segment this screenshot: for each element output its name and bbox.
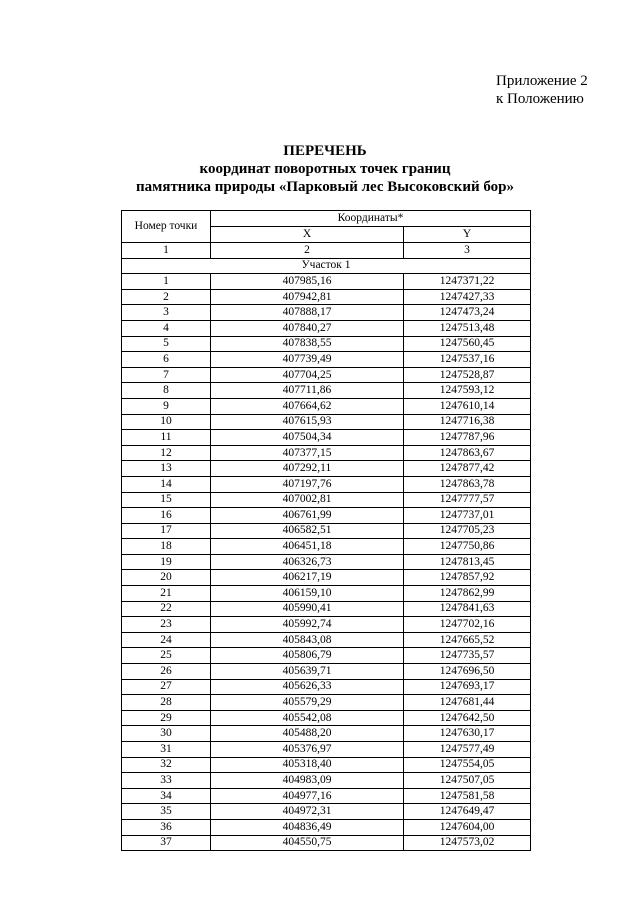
x-coordinate-cell: 405376,97 — [211, 742, 404, 758]
section-row — [122, 258, 531, 274]
y-coordinate-cell: 1247705,23 — [404, 523, 531, 539]
y-coordinate-cell: 1247877,42 — [404, 461, 531, 477]
y-coordinate-cell: 1247681,44 — [404, 695, 531, 711]
x-coordinate-cell: 405488,20 — [211, 726, 404, 742]
table-row — [122, 336, 531, 352]
table-row — [122, 710, 531, 726]
x-coordinate-cell: 407739,49 — [211, 352, 404, 368]
column-number: 3 — [404, 243, 531, 259]
point-number-cell: 6 — [122, 352, 211, 368]
point-number-cell: 26 — [122, 664, 211, 680]
table-row — [122, 835, 531, 851]
x-coordinate-cell: 404972,31 — [211, 804, 404, 820]
table-row — [122, 788, 531, 804]
point-number-cell: 24 — [122, 632, 211, 648]
column-number: 1 — [122, 243, 211, 259]
x-coordinate-cell: 407377,15 — [211, 445, 404, 461]
x-coordinate-cell: 404550,75 — [211, 835, 404, 851]
point-number-cell: 36 — [122, 819, 211, 835]
x-coordinate-cell: 404983,09 — [211, 773, 404, 789]
x-coordinate-cell: 406582,51 — [211, 523, 404, 539]
table-row — [122, 617, 531, 633]
x-coordinate-cell: 406217,19 — [211, 570, 404, 586]
y-coordinate-cell: 1247604,00 — [404, 819, 531, 835]
x-coordinate-cell: 407002,81 — [211, 492, 404, 508]
x-coordinate-cell: 405990,41 — [211, 601, 404, 617]
appendix-line-1: Приложение 2 — [496, 73, 588, 89]
table-row — [122, 274, 531, 290]
coordinates-table-body — [122, 211, 531, 851]
point-number-cell: 16 — [122, 508, 211, 524]
y-coordinate-cell: 1247777,57 — [404, 492, 531, 508]
section-label: Участок 1 — [122, 258, 531, 274]
y-coordinate-cell: 1247693,17 — [404, 679, 531, 695]
y-coordinate-cell: 1247573,02 — [404, 835, 531, 851]
point-number-cell: 33 — [122, 773, 211, 789]
table-row — [122, 508, 531, 524]
point-number-cell: 10 — [122, 414, 211, 430]
appendix-line-2: к Положению — [496, 91, 584, 107]
point-number-cell: 12 — [122, 445, 211, 461]
table-row — [122, 586, 531, 602]
table-row — [122, 819, 531, 835]
point-number-cell: 15 — [122, 492, 211, 508]
point-number-cell: 25 — [122, 648, 211, 664]
y-coordinate-cell: 1247696,50 — [404, 664, 531, 680]
table-row — [122, 461, 531, 477]
x-coordinate-cell: 407840,27 — [211, 320, 404, 336]
appendix-label — [496, 72, 588, 108]
table-row — [122, 383, 531, 399]
table-row — [122, 554, 531, 570]
y-coordinate-cell: 1247528,87 — [404, 367, 531, 383]
header-point-number: Номер точки — [122, 211, 211, 243]
y-coordinate-cell: 1247813,45 — [404, 554, 531, 570]
header-y: Y — [404, 227, 531, 243]
y-coordinate-cell: 1247716,38 — [404, 414, 531, 430]
coordinates-table — [121, 210, 531, 851]
y-coordinate-cell: 1247554,05 — [404, 757, 531, 773]
table-row — [122, 289, 531, 305]
x-coordinate-cell: 405639,71 — [211, 664, 404, 680]
point-number-cell: 4 — [122, 320, 211, 336]
point-number-cell: 17 — [122, 523, 211, 539]
point-number-cell: 14 — [122, 476, 211, 492]
x-coordinate-cell: 407664,62 — [211, 398, 404, 414]
table-row — [122, 695, 531, 711]
point-number-cell: 3 — [122, 305, 211, 321]
point-number-cell: 7 — [122, 367, 211, 383]
table-row — [122, 523, 531, 539]
y-coordinate-cell: 1247630,17 — [404, 726, 531, 742]
y-coordinate-cell: 1247537,16 — [404, 352, 531, 368]
y-coordinate-cell: 1247649,47 — [404, 804, 531, 820]
x-coordinate-cell: 407197,76 — [211, 476, 404, 492]
point-number-cell: 23 — [122, 617, 211, 633]
table-row — [122, 476, 531, 492]
x-coordinate-cell: 407888,17 — [211, 305, 404, 321]
table-row — [122, 773, 531, 789]
y-coordinate-cell: 1247863,67 — [404, 445, 531, 461]
x-coordinate-cell: 404977,16 — [211, 788, 404, 804]
point-number-cell: 22 — [122, 601, 211, 617]
point-number-cell: 28 — [122, 695, 211, 711]
y-coordinate-cell: 1247787,96 — [404, 430, 531, 446]
point-number-cell: 13 — [122, 461, 211, 477]
x-coordinate-cell: 406159,10 — [211, 586, 404, 602]
point-number-cell: 21 — [122, 586, 211, 602]
x-coordinate-cell: 405626,33 — [211, 679, 404, 695]
table-row — [122, 367, 531, 383]
table-row — [122, 414, 531, 430]
table-row — [122, 804, 531, 820]
y-coordinate-cell: 1247610,14 — [404, 398, 531, 414]
x-coordinate-cell: 407942,81 — [211, 289, 404, 305]
x-coordinate-cell: 406761,99 — [211, 508, 404, 524]
y-coordinate-cell: 1247427,33 — [404, 289, 531, 305]
y-coordinate-cell: 1247593,12 — [404, 383, 531, 399]
x-coordinate-cell: 406451,18 — [211, 539, 404, 555]
table-row — [122, 305, 531, 321]
table-header-row — [122, 211, 531, 227]
point-number-cell: 18 — [122, 539, 211, 555]
x-coordinate-cell: 405542,08 — [211, 710, 404, 726]
heading-subtitle-1: координат поворотных точек границ — [199, 161, 451, 177]
point-number-cell: 9 — [122, 398, 211, 414]
point-number-cell: 2 — [122, 289, 211, 305]
point-number-cell: 1 — [122, 274, 211, 290]
point-number-cell: 11 — [122, 430, 211, 446]
table-row — [122, 726, 531, 742]
column-number-row — [122, 243, 531, 259]
x-coordinate-cell: 407504,34 — [211, 430, 404, 446]
y-coordinate-cell: 1247863,78 — [404, 476, 531, 492]
heading-subtitle-2: памятника природы «Парковый лес Высоковский бор» — [135, 179, 515, 195]
x-coordinate-cell: 405579,29 — [211, 695, 404, 711]
x-coordinate-cell: 405318,40 — [211, 757, 404, 773]
y-coordinate-cell: 1247862,99 — [404, 586, 531, 602]
y-coordinate-cell: 1247577,49 — [404, 742, 531, 758]
table-row — [122, 445, 531, 461]
table-row — [122, 320, 531, 336]
point-number-cell: 19 — [122, 554, 211, 570]
y-coordinate-cell: 1247642,50 — [404, 710, 531, 726]
point-number-cell: 20 — [122, 570, 211, 586]
x-coordinate-cell: 407615,93 — [211, 414, 404, 430]
table-row — [122, 632, 531, 648]
y-coordinate-cell: 1247735,57 — [404, 648, 531, 664]
table-row — [122, 648, 531, 664]
point-number-cell: 31 — [122, 742, 211, 758]
table-row — [122, 492, 531, 508]
y-coordinate-cell: 1247507,05 — [404, 773, 531, 789]
y-coordinate-cell: 1247371,22 — [404, 274, 531, 290]
point-number-cell: 5 — [122, 336, 211, 352]
x-coordinate-cell: 406326,73 — [211, 554, 404, 570]
table-row — [122, 352, 531, 368]
header-coordinates: Координаты* — [211, 211, 531, 227]
y-coordinate-cell: 1247841,63 — [404, 601, 531, 617]
y-coordinate-cell: 1247581,58 — [404, 788, 531, 804]
y-coordinate-cell: 1247473,24 — [404, 305, 531, 321]
x-coordinate-cell: 407704,25 — [211, 367, 404, 383]
x-coordinate-cell: 407711,86 — [211, 383, 404, 399]
x-coordinate-cell: 405806,79 — [211, 648, 404, 664]
point-number-cell: 32 — [122, 757, 211, 773]
x-coordinate-cell: 407292,11 — [211, 461, 404, 477]
point-number-cell: 34 — [122, 788, 211, 804]
table-row — [122, 757, 531, 773]
table-row — [122, 664, 531, 680]
header-x: X — [211, 227, 404, 243]
x-coordinate-cell: 407985,16 — [211, 274, 404, 290]
point-number-cell: 27 — [122, 679, 211, 695]
y-coordinate-cell: 1247702,16 — [404, 617, 531, 633]
y-coordinate-cell: 1247560,45 — [404, 336, 531, 352]
table-row — [122, 601, 531, 617]
table-row — [122, 398, 531, 414]
y-coordinate-cell: 1247857,92 — [404, 570, 531, 586]
point-number-cell: 29 — [122, 710, 211, 726]
point-number-cell: 37 — [122, 835, 211, 851]
point-number-cell: 35 — [122, 804, 211, 820]
y-coordinate-cell: 1247750,86 — [404, 539, 531, 555]
x-coordinate-cell: 405992,74 — [211, 617, 404, 633]
x-coordinate-cell: 405843,08 — [211, 632, 404, 648]
point-number-cell: 30 — [122, 726, 211, 742]
y-coordinate-cell: 1247513,48 — [404, 320, 531, 336]
table-row — [122, 742, 531, 758]
table-row — [122, 430, 531, 446]
x-coordinate-cell: 404836,49 — [211, 819, 404, 835]
document-heading — [120, 142, 530, 196]
table-row — [122, 679, 531, 695]
y-coordinate-cell: 1247737,01 — [404, 508, 531, 524]
table-row — [122, 570, 531, 586]
x-coordinate-cell: 407838,55 — [211, 336, 404, 352]
table-row — [122, 539, 531, 555]
heading-title: ПЕРЕЧЕНЬ — [283, 143, 367, 159]
point-number-cell: 8 — [122, 383, 211, 399]
y-coordinate-cell: 1247665,52 — [404, 632, 531, 648]
column-number: 2 — [211, 243, 404, 259]
